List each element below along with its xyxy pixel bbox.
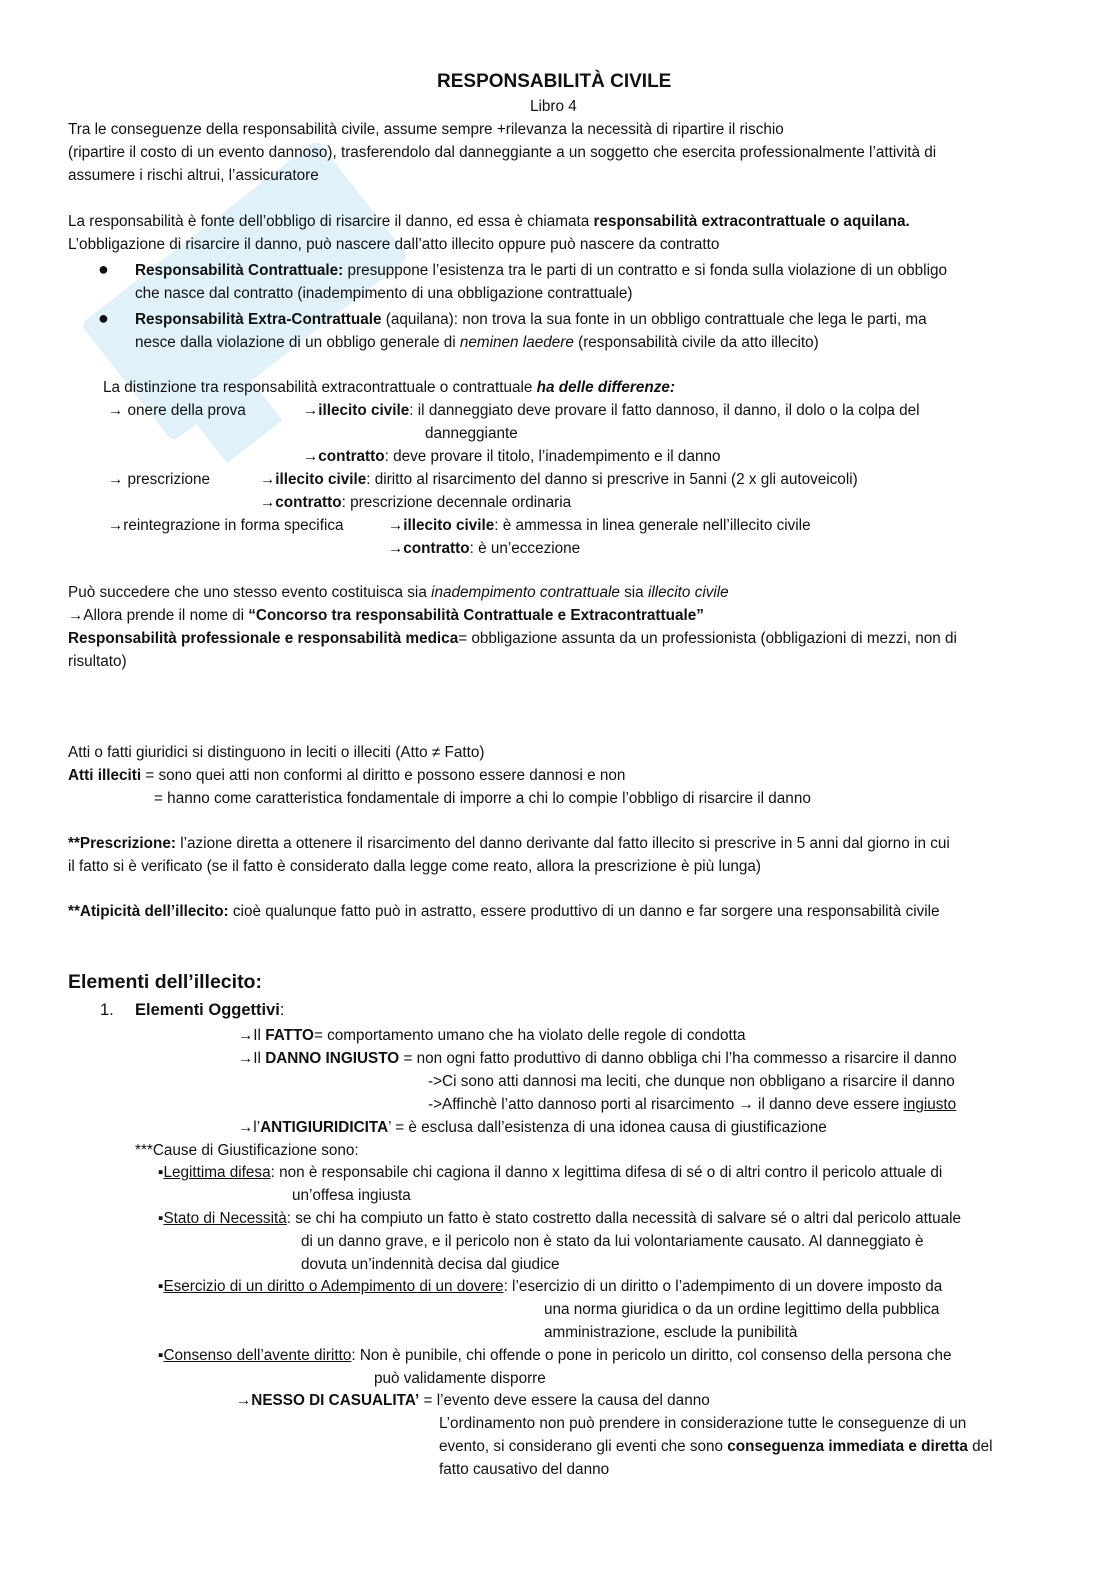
- element-row: →l’ANTIGIURIDICITA’ = è esclusa dall’esistenza di una idonea causa di giustificazione: [238, 1119, 827, 1136]
- paragraph-line: = hanno come caratteristica fondamentale di imporre a chi lo compie l’obbligo di risarcire il danno: [154, 790, 811, 807]
- paragraph-line: il fatto si è verificato (se il fatto è considerato dalla legge come reato, allora la prescrizione è più lunga): [68, 858, 761, 875]
- diff-label: → prescrizione: [108, 471, 211, 488]
- paragraph-line: Responsabilità professionale e responsabilità medica= obbligazione assunta da un professionista (obbligazioni di mezzi, non di: [68, 630, 957, 647]
- section-heading: Elementi dell’illecito:: [68, 971, 262, 993]
- cause-item: può validamente disporre: [374, 1370, 546, 1387]
- element-row: ->Affinchè l’atto dannoso porti al risarcimento → il danno deve essere ingiusto: [428, 1096, 957, 1113]
- diff-label: →reintegrazione in forma specifica: [108, 517, 344, 534]
- paragraph-line: La responsabilità è fonte dell’obbligo di risarcire il danno, ed essa è chiamata responsabilità extracontrattuale o aquilana.: [68, 213, 910, 230]
- cause-item: ▪Legittima difesa: non è responsabile chi cagiona il danno x legittima difesa di sé o di altri contro il pericolo attuale di: [158, 1164, 943, 1181]
- paragraph-line: Atti illeciti = sono quei atti non conformi al diritto e possono essere dannosi e non: [68, 767, 626, 784]
- paragraph-line: →Allora prende il nome di “Concorso tra responsabilità Contrattuale e Extracontrattuale”: [68, 607, 704, 624]
- intro-line: Tra le conseguenze della responsabilità civile, assume sempre +rilevanza la necessità di ripartire il rischio: [68, 121, 784, 138]
- element-row: evento, si considerano gli eventi che sono conseguenza immediata e diretta del: [439, 1438, 993, 1455]
- diff-row: →contratto: prescrizione decennale ordinaria: [260, 494, 572, 511]
- diff-row: →illecito civile: il danneggiato deve provare il fatto dannoso, il danno, il dolo o la colpa del: [303, 402, 920, 419]
- diff-row: →contratto: deve provare il titolo, l’inadempimento e il danno: [303, 448, 721, 465]
- diff-row: danneggiante: [425, 425, 518, 442]
- list-item: Responsabilità Extra-Contrattuale (aquilana): non trova la sua fonte in un obbligo contrattuale che lega le parti, ma: [135, 311, 927, 328]
- intro-line: (ripartire il costo di un evento dannoso), trasferendolo dal danneggiante a un soggetto che esercita professionalmente l’attività di: [68, 144, 937, 161]
- element-row: L’ordinamento non può prendere in considerazione tutte le conseguenze di un: [439, 1415, 967, 1432]
- paragraph-line: Atti o fatti giuridici si distinguono in leciti o illeciti (Atto ≠ Fatto): [68, 744, 485, 761]
- diff-row: →illecito civile: è ammessa in linea generale nell’illecito civile: [388, 517, 811, 534]
- cause-item: amministrazione, esclude la punibilità: [544, 1324, 798, 1341]
- paragraph-line: risultato): [68, 653, 127, 670]
- document-title: RESPONSABILITÀ CIVILE: [437, 71, 672, 92]
- bullet-icon: ●: [98, 308, 109, 328]
- cause-item: una norma giuridica o da un ordine legittimo della pubblica: [544, 1301, 940, 1318]
- subsection-heading: Elementi Oggettivi:: [135, 1001, 285, 1019]
- paragraph-line: **Prescrizione: l’azione diretta a ottenere il risarcimento del danno derivante dal fatto illecito si prescrive in 5 anni dal giorno in cui: [68, 835, 950, 852]
- element-row: →Il DANNO INGIUSTO = non ogni fatto produttivo di danno obbliga chi l’ha commesso a risarcire il danno: [238, 1050, 957, 1067]
- paragraph-line: **Atipicità dell’illecito: cioè qualunque fatto può in astratto, essere produttivo di un danno e far sorgere una responsabilità civile: [68, 903, 940, 920]
- paragraph-line: ***Cause di Giustificazione sono:: [135, 1142, 359, 1159]
- cause-item: ▪Consenso dell’avente diritto: Non è punibile, chi offende o pone in pericolo un diritto, col consenso della persona che: [158, 1347, 952, 1364]
- paragraph-line: La distinzione tra responsabilità extracontrattuale o contrattuale ha delle differenze:: [103, 379, 675, 396]
- diff-label: → onere della prova: [108, 402, 246, 419]
- cause-item: dovuta un’indennità decisa dal giudice: [301, 1256, 560, 1273]
- cause-item: un’offesa ingiusta: [292, 1187, 411, 1204]
- list-item: nesce dalla violazione di un obbligo generale di neminen laedere (responsabilità civile da atto illecito): [135, 334, 819, 351]
- list-item: che nasce dal contratto (inadempimento di una obbligazione contrattuale): [135, 285, 633, 302]
- element-row: →NESSO DI CASUALITA’ = l’evento deve essere la causa del danno: [236, 1392, 710, 1409]
- element-row: ->Ci sono atti dannosi ma leciti, che dunque non obbligano a risarcire il danno: [428, 1073, 955, 1090]
- diff-row: →illecito civile: diritto al risarcimento del danno si prescrive in 5anni (2 x gli autoveicoli): [260, 471, 858, 488]
- list-item: Responsabilità Contrattuale: presuppone l’esistenza tra le parti di un contratto e si fonda sulla violazione di un obbligo: [135, 262, 947, 279]
- paragraph-line: Può succedere che uno stesso evento costituisca sia inadempimento contrattuale sia illecito civile: [68, 584, 729, 601]
- element-row: fatto causativo del danno: [439, 1461, 610, 1478]
- bullet-icon: ●: [98, 259, 109, 279]
- diff-row: →contratto: è un’eccezione: [388, 540, 581, 557]
- cause-item: di un danno grave, e il pericolo non è stato da lui volontariamente causato. Al danneggiato è: [301, 1233, 924, 1250]
- cause-item: ▪Esercizio di un diritto o Adempimento di un dovere: l’esercizio di un diritto o l’adempimento di un dovere imposto da: [158, 1278, 943, 1295]
- paragraph-line: L’obbligazione di risarcire il danno, può nascere dall’atto illecito oppure può nascere da contratto: [68, 236, 720, 253]
- document-subtitle: Libro 4: [530, 98, 577, 115]
- list-number: 1.: [100, 1001, 114, 1019]
- element-row: →Il FATTO= comportamento umano che ha violato delle regole di condotta: [238, 1027, 746, 1044]
- cause-item: ▪Stato di Necessità: se chi ha compiuto un fatto è stato costretto dalla necessità di salvare sé o altri dal pericolo attuale: [158, 1210, 962, 1227]
- intro-line: assumere i rischi altrui, l’assicuratore: [68, 167, 319, 184]
